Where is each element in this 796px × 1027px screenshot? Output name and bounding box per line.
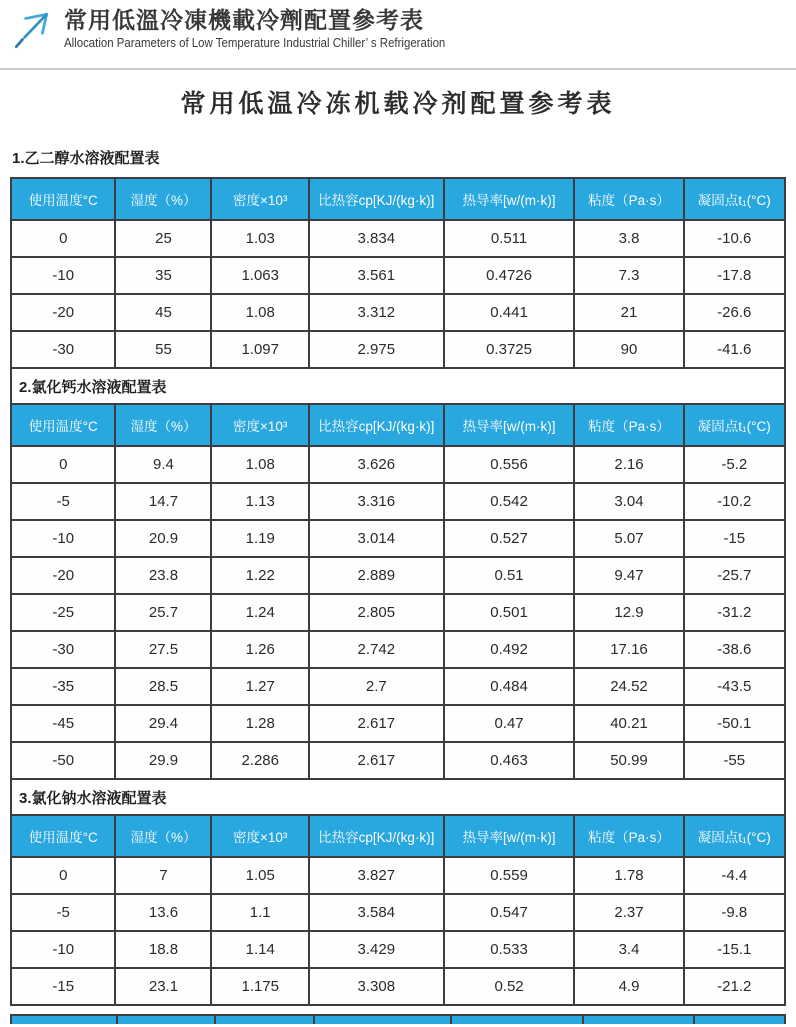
- table-row: [11, 483, 785, 520]
- cutoff-table-header-strip: [10, 1014, 786, 1024]
- table-cell: -10.6: [684, 220, 785, 257]
- table-row: [11, 894, 785, 931]
- cutoff-header-cell: [313, 1016, 449, 1024]
- table-cell: 18.8: [115, 931, 211, 968]
- table-cell: 0.542: [444, 483, 575, 520]
- table-row: [11, 857, 785, 894]
- table-cell: 3.429: [309, 931, 444, 968]
- brand-subtitle: Allocation Parameters of Low Temperature Industrial Chiller’ s Refrigeration: [64, 35, 446, 51]
- table-cell: 35: [115, 257, 211, 294]
- table-cell: -26.6: [684, 294, 785, 331]
- table-cell: 2.805: [309, 594, 444, 631]
- table-cell: 0.51: [444, 557, 575, 594]
- table-cell: 1.28: [211, 705, 309, 742]
- table-cell: 2.617: [309, 705, 444, 742]
- arrow-up-right-icon: [12, 8, 54, 52]
- table-cell: 29.9: [115, 742, 211, 779]
- table-cell: 2.7: [309, 668, 444, 705]
- table-cell: 0.501: [444, 594, 575, 631]
- column-header: 凝固点t₁(°C): [684, 404, 785, 446]
- column-header: 使用温度°C: [11, 178, 115, 220]
- section-label: 1.乙二醇水溶液配置表: [12, 150, 160, 167]
- table-cell: 1.097: [211, 331, 309, 368]
- section-label-row: [11, 779, 785, 815]
- table-cell: 24.52: [574, 668, 683, 705]
- table-cell: 2.286: [211, 742, 309, 779]
- table-cell: -30: [11, 331, 115, 368]
- table-cell: -25.7: [684, 557, 785, 594]
- table-cell: 1.175: [211, 968, 309, 1005]
- table-cell: -43.5: [684, 668, 785, 705]
- cutoff-header-cell: [116, 1016, 214, 1024]
- table-cell: 0.47: [444, 705, 575, 742]
- table-cell: 17.16: [574, 631, 683, 668]
- table-cell: -50: [11, 742, 115, 779]
- table-row: [11, 446, 785, 483]
- table-row: [11, 631, 785, 668]
- table-cell: 1.22: [211, 557, 309, 594]
- table-header-row: [11, 815, 785, 857]
- table-cell: 50.99: [574, 742, 683, 779]
- table-cell: -10: [11, 520, 115, 557]
- table-cell: -30: [11, 631, 115, 668]
- cutoff-header-cell: [450, 1016, 582, 1024]
- column-header: 使用温度°C: [11, 404, 115, 446]
- table-cell: -10: [11, 931, 115, 968]
- column-header: 凝固点t₁(°C): [684, 178, 785, 220]
- brand-title: 常用低溫冷凍機載冷劑配置參考表: [64, 7, 424, 33]
- page-title: 常用低温冷冻机载冷剂配置参考表: [180, 90, 616, 118]
- section-label-row: [11, 368, 785, 404]
- table-cell: 29.4: [115, 705, 211, 742]
- table-cell: 2.37: [574, 894, 683, 931]
- table-cell: 0.441: [444, 294, 575, 331]
- table-cell: 27.5: [115, 631, 211, 668]
- column-header: 密度×10³: [211, 178, 309, 220]
- cutoff-header-cell: [12, 1016, 116, 1024]
- table-cell: 1.03: [211, 220, 309, 257]
- table-cell: -15: [11, 968, 115, 1005]
- table-cell: 23.1: [115, 968, 211, 1005]
- table-cell: -38.6: [684, 631, 785, 668]
- table-cell: 90: [574, 331, 683, 368]
- table-row: [11, 594, 785, 631]
- table-cell: 3.308: [309, 968, 444, 1005]
- column-header: 湿度（%）: [115, 815, 211, 857]
- column-header: 粘度（Pa·s）: [574, 404, 683, 446]
- table-cell: 0: [11, 220, 115, 257]
- table-cell: 20.9: [115, 520, 211, 557]
- table-cell: 0.492: [444, 631, 575, 668]
- table-cell: -15.1: [684, 931, 785, 968]
- table-cell: 40.21: [574, 705, 683, 742]
- table-cell: 0.484: [444, 668, 575, 705]
- table-row: [11, 220, 785, 257]
- table-cell: 2.16: [574, 446, 683, 483]
- table-row: [11, 331, 785, 368]
- table-cell: 9.47: [574, 557, 683, 594]
- table-cell: 3.584: [309, 894, 444, 931]
- section-label: 3.氯化钠水溶液配置表: [11, 779, 785, 815]
- table-cell: 0: [11, 446, 115, 483]
- table-cell: 1.26: [211, 631, 309, 668]
- table-cell: -5.2: [684, 446, 785, 483]
- table-cell: -5: [11, 894, 115, 931]
- table-row: [11, 705, 785, 742]
- table-cell: 5.07: [574, 520, 683, 557]
- table-cell: 0.4726: [444, 257, 575, 294]
- table-cell: 3.04: [574, 483, 683, 520]
- table-row: [11, 557, 785, 594]
- table-cell: -5: [11, 483, 115, 520]
- table-cell: 45: [115, 294, 211, 331]
- table-cell: 0: [11, 857, 115, 894]
- table-cell: 1.27: [211, 668, 309, 705]
- table-cell: 1.14: [211, 931, 309, 968]
- column-header: 热导率[w/(m·k)]: [444, 404, 575, 446]
- table-row: [11, 257, 785, 294]
- table-cell: 3.312: [309, 294, 444, 331]
- table-cell: -41.6: [684, 331, 785, 368]
- column-header: 使用温度°C: [11, 815, 115, 857]
- column-header: 比热容cp[KJ/(kg·k)]: [309, 404, 444, 446]
- table-cell: 55: [115, 331, 211, 368]
- table-cell: 21: [574, 294, 683, 331]
- table-cell: 3.316: [309, 483, 444, 520]
- table-cell: 2.889: [309, 557, 444, 594]
- cutoff-header-cell: [693, 1016, 784, 1024]
- table-header-row: [11, 178, 785, 220]
- table-cell: 2.742: [309, 631, 444, 668]
- column-header: 热导率[w/(m·k)]: [444, 178, 575, 220]
- table-cell: 0.559: [444, 857, 575, 894]
- table-header-row: [11, 404, 785, 446]
- column-header: 湿度（%）: [115, 178, 211, 220]
- brand-header: [0, 0, 796, 70]
- table-cell: 3.626: [309, 446, 444, 483]
- table-cell: 3.8: [574, 220, 683, 257]
- table-cell: 9.4: [115, 446, 211, 483]
- parameters-table-body: [11, 178, 785, 1005]
- column-header: 密度×10³: [211, 815, 309, 857]
- table-cell: -25: [11, 594, 115, 631]
- table-cell: 3.014: [309, 520, 444, 557]
- table-row: [11, 742, 785, 779]
- table-cell: 25.7: [115, 594, 211, 631]
- column-header: 热导率[w/(m·k)]: [444, 815, 575, 857]
- table-cell: 1.063: [211, 257, 309, 294]
- table-cell: 14.7: [115, 483, 211, 520]
- table-cell: 3.827: [309, 857, 444, 894]
- section-label: 2.氯化钙水溶液配置表: [11, 368, 785, 404]
- table-cell: -15: [684, 520, 785, 557]
- table-cell: 7.3: [574, 257, 683, 294]
- table-cell: -9.8: [684, 894, 785, 931]
- table-cell: 3.561: [309, 257, 444, 294]
- table-cell: 12.9: [574, 594, 683, 631]
- table-cell: 1.19: [211, 520, 309, 557]
- table-row: [11, 294, 785, 331]
- table-cell: -21.2: [684, 968, 785, 1005]
- table-cell: 0.556: [444, 446, 575, 483]
- table-cell: -55: [684, 742, 785, 779]
- table-cell: -17.8: [684, 257, 785, 294]
- table-cell: 0.547: [444, 894, 575, 931]
- table-cell: 3.834: [309, 220, 444, 257]
- table-cell: -35: [11, 668, 115, 705]
- table-cell: -4.4: [684, 857, 785, 894]
- table-cell: 2.975: [309, 331, 444, 368]
- table-row: [11, 520, 785, 557]
- column-header: 密度×10³: [211, 404, 309, 446]
- table-row: [11, 968, 785, 1005]
- table-cell: 7: [115, 857, 211, 894]
- table-cell: -45: [11, 705, 115, 742]
- table-cell: 1.08: [211, 294, 309, 331]
- parameters-table: [10, 177, 786, 1006]
- table-cell: 1.1: [211, 894, 309, 931]
- table-cell: 0.3725: [444, 331, 575, 368]
- table-cell: 0.463: [444, 742, 575, 779]
- table-cell: -10: [11, 257, 115, 294]
- table-cell: 28.5: [115, 668, 211, 705]
- table-cell: -31.2: [684, 594, 785, 631]
- table-cell: -20: [11, 557, 115, 594]
- column-header: 粘度（Pa·s）: [574, 815, 683, 857]
- table-cell: 1.05: [211, 857, 309, 894]
- table-cell: 1.24: [211, 594, 309, 631]
- column-header: 比热容cp[KJ/(kg·k)]: [309, 178, 444, 220]
- column-header: 凝固点t₁(°C): [684, 815, 785, 857]
- table-cell: 0.52: [444, 968, 575, 1005]
- table-cell: 23.8: [115, 557, 211, 594]
- table-cell: -10.2: [684, 483, 785, 520]
- table-cell: 1.08: [211, 446, 309, 483]
- table-row: [11, 931, 785, 968]
- table-cell: 13.6: [115, 894, 211, 931]
- table-cell: 2.617: [309, 742, 444, 779]
- table-cell: 1.13: [211, 483, 309, 520]
- table-row: [11, 668, 785, 705]
- cutoff-header-cell: [582, 1016, 693, 1024]
- table-cell: 3.4: [574, 931, 683, 968]
- table-cell: -50.1: [684, 705, 785, 742]
- table-cell: 4.9: [574, 968, 683, 1005]
- column-header: 比热容cp[KJ/(kg·k)]: [309, 815, 444, 857]
- table-cell: 25: [115, 220, 211, 257]
- column-header: 湿度（%）: [115, 404, 211, 446]
- table-cell: 1.78: [574, 857, 683, 894]
- table-cell: 0.533: [444, 931, 575, 968]
- column-header: 粘度（Pa·s）: [574, 178, 683, 220]
- table-cell: -20: [11, 294, 115, 331]
- cutoff-header-cell: [214, 1016, 313, 1024]
- table-cell: 0.511: [444, 220, 575, 257]
- table-cell: 0.527: [444, 520, 575, 557]
